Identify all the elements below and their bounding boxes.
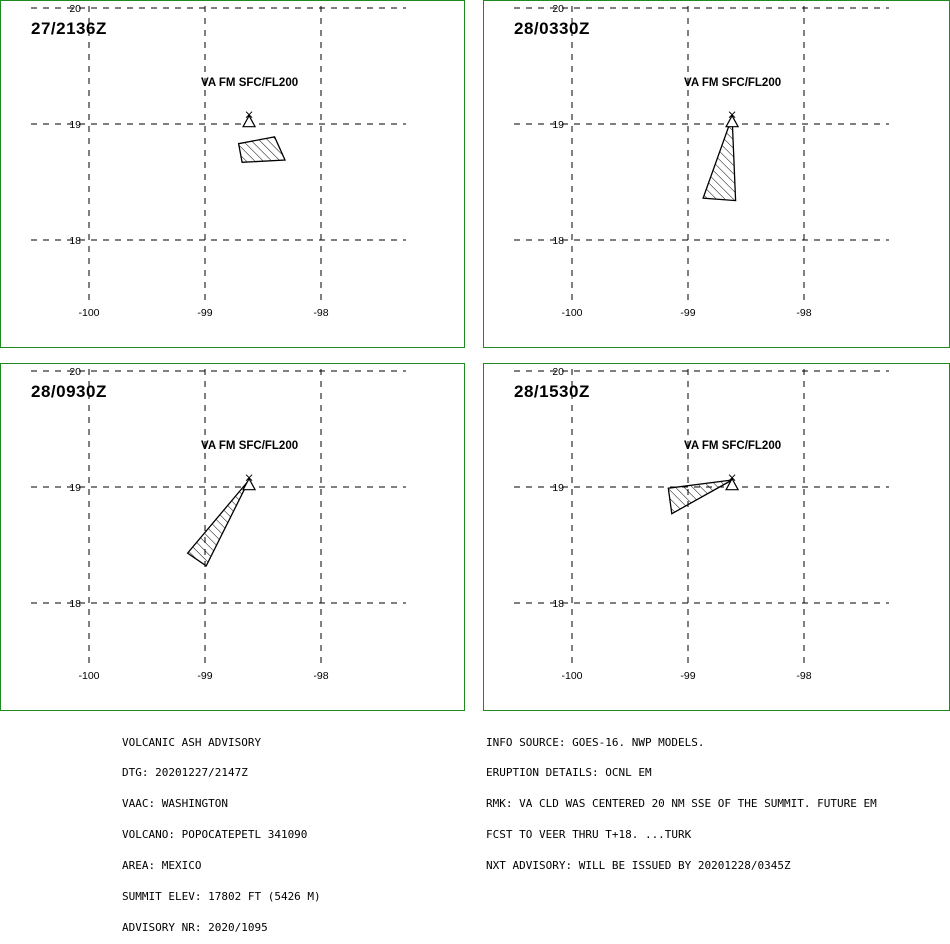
longitude-tick-label: -98: [313, 670, 329, 682]
latitude-tick-label: 18: [552, 235, 564, 247]
latitude-tick-label: 19: [552, 482, 564, 494]
forecast-panel-t12: [0, 363, 465, 711]
latitude-tick-label: 20: [69, 3, 81, 15]
advisory-line: VOLCANO: POPOCATEPETL 341090: [122, 828, 308, 842]
map-plot: [484, 1, 950, 349]
latitude-tick-label: 20: [69, 366, 81, 378]
panel-time-label: 28/1530Z: [514, 382, 590, 401]
advisory-line: DTG: 20201227/2147Z: [122, 766, 248, 780]
latitude-tick-label: 19: [552, 119, 564, 131]
advisory-line: VOLCANIC ASH ADVISORY: [122, 735, 262, 749]
advisory-line: RMK: VA CLD WAS CENTERED 20 NM SSE OF THE SUMMIT. FUTURE EM: [486, 797, 877, 811]
map-plot: [1, 364, 466, 712]
forecast-panel-t18: [483, 363, 950, 711]
latitude-tick-label: 18: [69, 598, 81, 610]
map-plot: [1, 1, 466, 349]
advisory-line: ADVISORY NR: 2020/1095: [122, 920, 268, 934]
longitude-tick-label: -100: [561, 307, 583, 319]
va-level-label: VA FM SFC/FL200: [684, 440, 782, 452]
latitude-tick-label: 20: [552, 366, 564, 378]
advisory-line: FCST TO VEER THRU T+18. ...TURK: [486, 828, 692, 842]
volcano-icon: [726, 116, 738, 127]
latitude-tick-label: 18: [552, 598, 564, 610]
longitude-tick-label: -100: [561, 670, 583, 682]
map-plot: [484, 364, 950, 712]
longitude-tick-label: -100: [78, 307, 100, 319]
va-level-label: VA FM SFC/FL200: [684, 77, 782, 89]
longitude-tick-label: -100: [78, 670, 100, 682]
advisory-line: VAAC: WASHINGTON: [122, 797, 228, 811]
longitude-tick-label: -99: [680, 307, 696, 319]
advisory-details-text: [486, 717, 877, 882]
latitude-tick-label: 20: [552, 3, 564, 15]
latitude-tick-label: 18: [69, 235, 81, 247]
panel-time-label: 27/2136Z: [31, 19, 107, 38]
advisory-header-text: [122, 717, 321, 944]
advisory-line: ERUPTION DETAILS: OCNL EM: [486, 766, 652, 780]
latitude-tick-label: 19: [69, 482, 81, 494]
va-level-label: VA FM SFC/FL200: [201, 77, 299, 89]
panel-time-label: 28/0930Z: [31, 382, 107, 401]
ash-cloud-polygon: [239, 137, 285, 163]
longitude-tick-label: -98: [796, 307, 812, 319]
longitude-tick-label: -99: [197, 307, 213, 319]
ash-cloud-polygon: [188, 480, 250, 566]
longitude-tick-label: -99: [680, 670, 696, 682]
va-level-label: VA FM SFC/FL200: [201, 440, 299, 452]
forecast-panel-t0: [0, 0, 465, 348]
advisory-line: SUMMIT ELEV: 17802 FT (5426 M): [122, 890, 321, 904]
advisory-line: INFO SOURCE: GOES-16. NWP MODELS.: [486, 735, 705, 749]
latitude-tick-label: 19: [69, 119, 81, 131]
ash-cloud-polygon: [703, 117, 736, 201]
longitude-tick-label: -99: [197, 670, 213, 682]
forecast-panel-t6: [483, 0, 950, 348]
ash-cloud-polygon: [668, 480, 732, 514]
advisory-line: AREA: MEXICO: [122, 859, 202, 873]
panel-time-label: 28/0330Z: [514, 19, 590, 38]
advisory-line: NXT ADVISORY: WILL BE ISSUED BY 20201228/0345Z: [486, 859, 791, 873]
longitude-tick-label: -98: [796, 670, 812, 682]
longitude-tick-label: -98: [313, 307, 329, 319]
volcano-icon: [243, 116, 255, 127]
